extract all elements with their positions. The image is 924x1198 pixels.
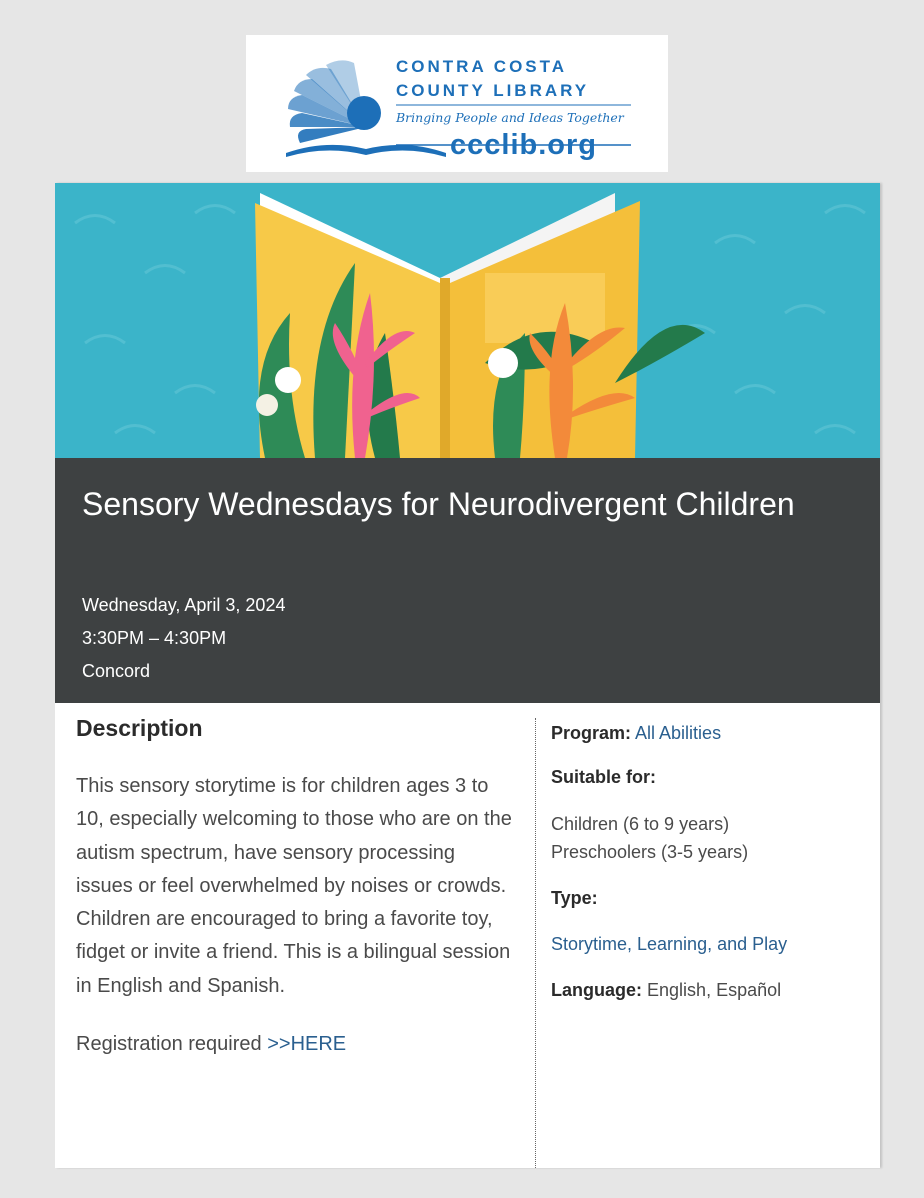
event-title: Sensory Wednesdays for Neurodivergent Children [82,486,795,522]
description-body: This sensory storytime is for children ages 3 to 10, especially welcoming to those who are on the autism spectrum, have sensory processing issues or feel overwhelmed by noises or crowds. Children are encouraged to bring a favorite toy, fidget or invite a friend. This is a bilingual session in English and Spanish. [76,775,512,997]
description-section [76,715,516,1056]
suitable-children: Children (6 to 9 years) [551,814,730,834]
event-header [55,458,880,703]
column-divider [535,718,536,1168]
language-label: Language: [551,980,643,1000]
hero-book-illustration [55,183,880,458]
program-link[interactable]: All Abilities [635,723,722,743]
logo-line-1: CONTRA COSTA [396,57,568,76]
program-row [551,723,721,744]
event-time: 3:30PM – 4:30PM [82,628,227,648]
registration-link[interactable]: >>HERE [267,1033,347,1056]
suitable-label: Suitable for: [551,767,657,787]
library-logo[interactable] [246,35,668,172]
logo-line-2: COUNTY LIBRARY [396,81,590,100]
logo-tagline: Bringing People and Ideas Together [396,110,624,125]
logo-url: ccclib.org [450,129,597,161]
program-label: Program: [551,723,632,743]
type-label: Type: [551,888,598,908]
registration-line [76,1033,516,1056]
event-card [55,183,880,1168]
suitable-preschoolers: Preschoolers (3-5 years) [551,842,749,862]
language-value: English, Español [647,980,782,1000]
language-row [551,980,781,1001]
type-link[interactable]: Storytime, Learning, and Play [551,934,788,954]
event-date: Wednesday, April 3, 2024 [82,595,286,615]
description-heading: Description [76,715,203,741]
registration-text: Registration required [76,1033,268,1056]
event-location: Concord [82,661,151,681]
